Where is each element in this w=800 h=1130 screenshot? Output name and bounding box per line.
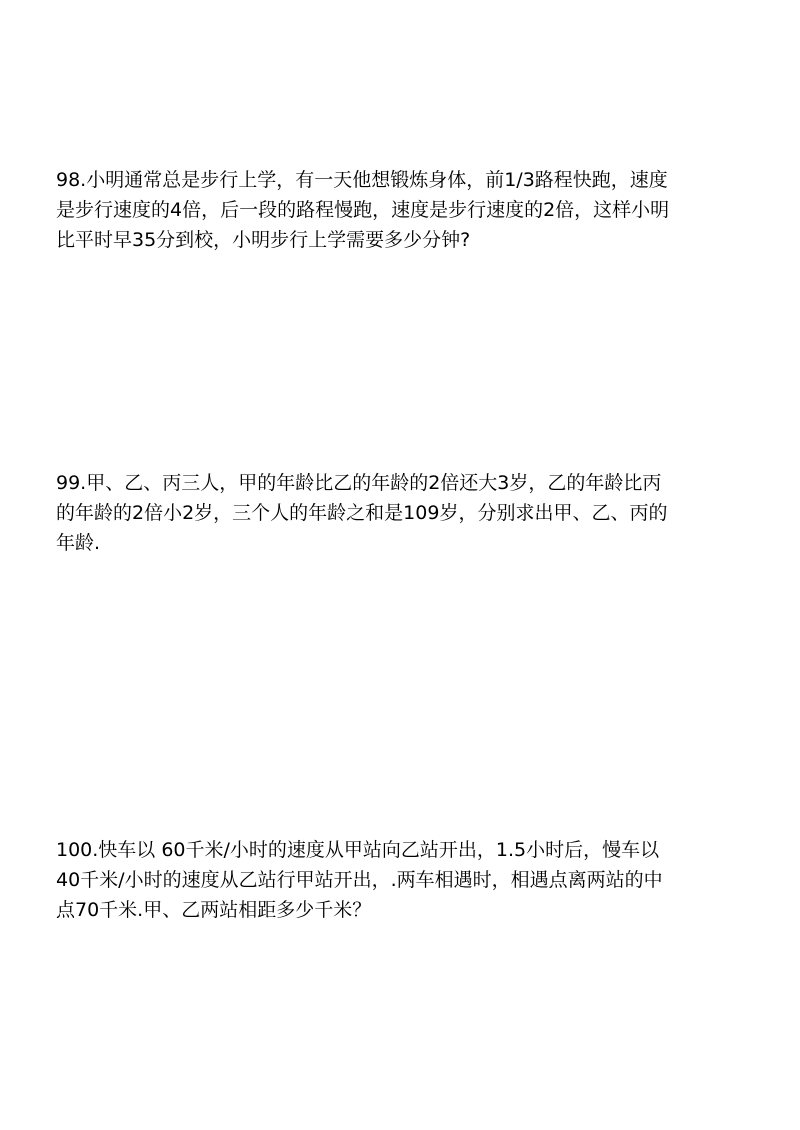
problem-text-line: 98.小明通常总是步行上学，有一天他想锻炼身体，前1/3路程快跑，速度 bbox=[56, 169, 668, 191]
problem-text-line: 点70千米.甲、乙两站相距多少千米？ bbox=[56, 899, 372, 921]
problem-99 bbox=[56, 468, 756, 558]
problem-98 bbox=[56, 165, 756, 255]
problem-text-line: 是步行速度的4倍，后一段的路程慢跑，速度是步行速度的2倍，这样小明 bbox=[56, 199, 670, 221]
problem-text-line: 99.甲、乙、丙三人，甲的年龄比乙的年龄的2倍还大3岁，乙的年龄比丙 bbox=[56, 472, 662, 494]
problem-text-line: 的年龄的2倍小2岁，三个人的年龄之和是109岁，分别求出甲、乙、丙的 bbox=[56, 502, 668, 524]
problem-100 bbox=[56, 835, 756, 925]
problem-text-line: 40千米/小时的速度从乙站行甲站开出，.两车相遇时，相遇点离两站的中 bbox=[56, 869, 663, 891]
problem-text-line: 100.快车以 60千米/小时的速度从甲站向乙站开出，1.5小时后，慢车以 bbox=[56, 839, 660, 861]
problem-text-line: 年龄. bbox=[56, 532, 101, 554]
problem-text-line: 比平时早35分到校，小明步行上学需要多少分钟? bbox=[56, 229, 471, 251]
